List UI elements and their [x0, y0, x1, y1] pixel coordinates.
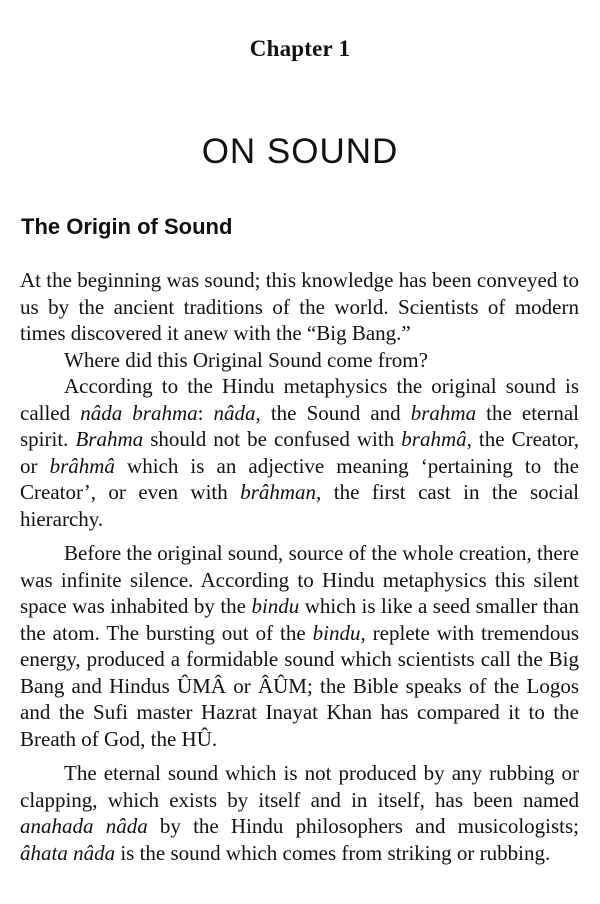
italic-term: anahada nâda — [20, 814, 148, 838]
italic-term: brâhman — [240, 480, 317, 504]
italic-term: brahma — [410, 400, 477, 425]
text-run: replete with tremendous energy, produced a formidable sound which scientists call the Big Bang and Hindus ÛMÂ or ÂÛM; the Bible speaks of the Logos and the Sufi master Hazrat Inayat Khan has compared it to the Breath of God, the HÛ. — [20, 620, 579, 751]
paragraph — [20, 373, 579, 532]
text-run: should not be confused with — [143, 427, 402, 451]
text-run: which is like a seed smaller than the atom. The bursting out of the — [20, 594, 580, 645]
paragraph — [20, 347, 579, 374]
italic-term: nâda — [213, 400, 256, 425]
paragraph — [20, 760, 579, 866]
text-run: , the first cast in the social hierarchy. — [20, 480, 579, 531]
text-run: : — [197, 400, 214, 425]
body-text — [20, 267, 579, 866]
paragraph — [20, 540, 579, 752]
italic-term: bindu — [251, 594, 300, 618]
italic-term: brâhmâ — [49, 453, 115, 478]
italic-term: âhata nâda — [20, 840, 116, 865]
text-run: At the beginning was sound; this knowledge has been conveyed to us by the ancient traditions of the world. Scientists of modern times discovered it anew with the “Big Bang.” — [20, 268, 579, 345]
text-run: According to the Hindu metaphysics the original sound is called — [20, 374, 579, 425]
text-run: Before the original sound, source of the whole creation, there was infinite silence. According to Hindu metaphysics this silent space was inhabited by the — [20, 541, 579, 618]
italic-term: Brahma — [75, 427, 144, 451]
text-run: Where did this Original Sound come from? — [64, 347, 428, 372]
text-run: The eternal sound which is not produced by any rubbing or clapping, which exists by itself and in itself, has been named — [20, 761, 579, 812]
text-run: the eternal spirit. — [20, 400, 580, 451]
section-heading: The Origin of Sound — [21, 214, 233, 239]
text-run: by the Hindu philosophers and musicologists; — [147, 814, 580, 838]
text-run: which is an adjective meaning ‘pertaining to the Creator’, or even with — [20, 453, 579, 504]
chapter-title: ON SOUND — [201, 132, 399, 171]
paragraph — [20, 267, 579, 347]
text-run: , the Creator, or — [20, 427, 579, 478]
chapter-label: Chapter 1 — [249, 36, 351, 61]
italic-term: bindu, — [312, 620, 366, 645]
text-run: , the Sound and — [255, 400, 411, 425]
text-run: is the sound which comes from striking or rubbing. — [115, 840, 551, 865]
italic-term: nâda brahma — [80, 400, 198, 425]
italic-term: brahmâ — [401, 427, 467, 451]
